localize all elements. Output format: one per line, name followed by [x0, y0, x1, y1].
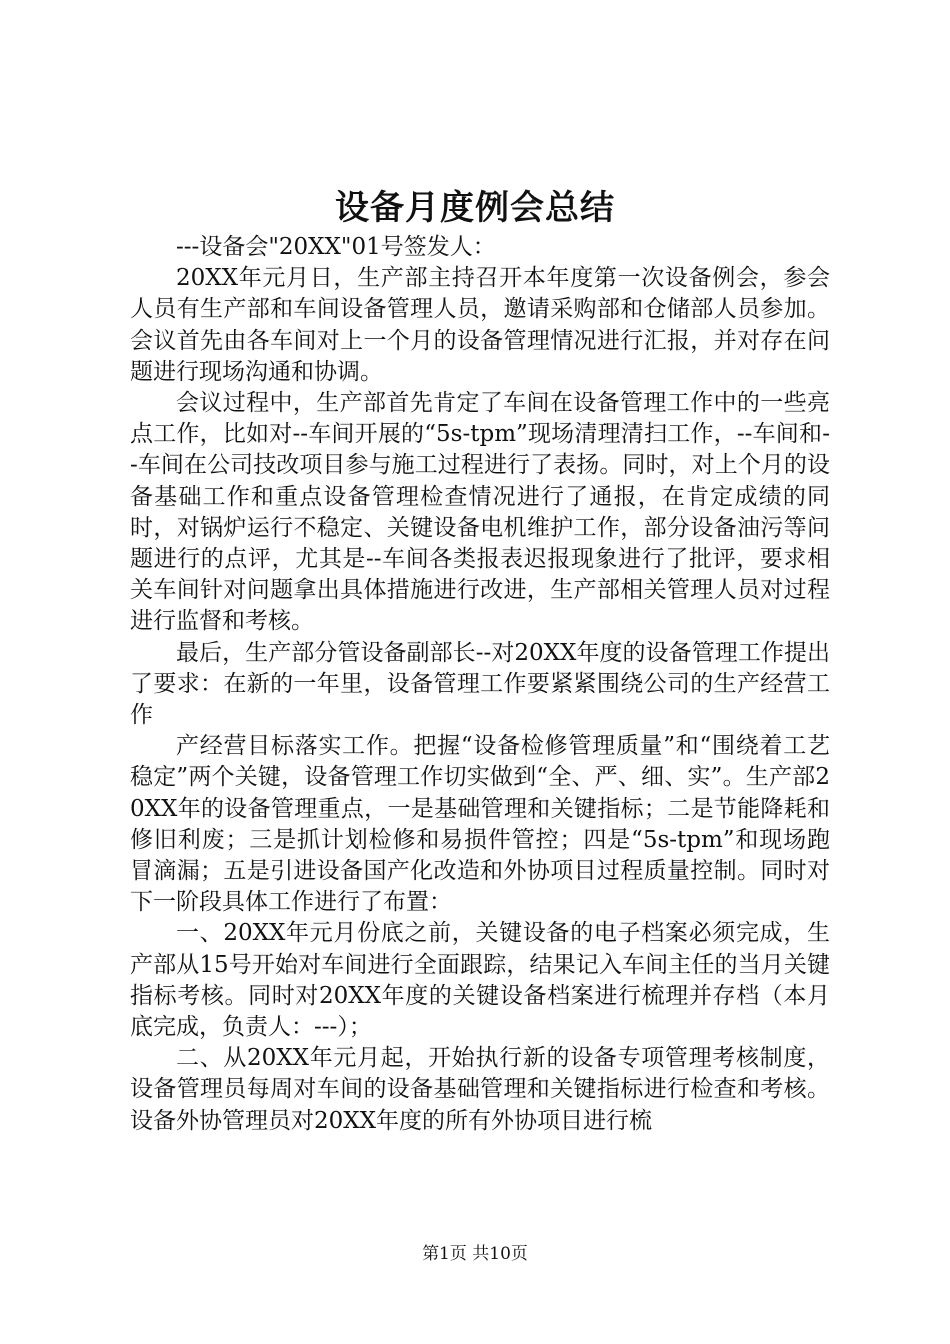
paragraph-requirements: 最后，生产部分管设备副部长--对20XX年度的设备管理工作提出了要求：在新的一年里，设备管理工作要紧紧围绕公司的生产经营工作 — [130, 639, 830, 729]
document-body — [130, 232, 830, 1137]
paragraph-key-points: 产经营目标落实工作。把握“设备检修管理质量”和“围绕着工艺稳定”两个关键，设备管理工作切实做到“全、严、细、实”。生产部20XX年的设备管理重点，一是基础管理和关键指标；二是节能降耗和修旧利废；三是抓计划检修和易损件管控；四是“5s-tpm”和现场跑冒滴漏；五是引进设备国产化改造和外协项目过程质量控制。同时对下一阶段具体工作进行了布置： — [130, 733, 830, 916]
paragraph-item-two: 二、从20XX年元月起，开始执行新的设备专项管理考核制度，设备管理员每周对车间的设备基础管理和关键指标进行检查和考核。设备外协管理员对20XX年度的所有外协项目进行梳 — [130, 1045, 830, 1134]
document-title: 设备月度例会总结 — [335, 188, 615, 228]
paragraph-item-one: 一、20XX年元月份底之前，关键设备的电子档案必须完成，生产部从15号开始对车间进行全面跟踪，结果记入车间主任的当月关键指标考核。同时对20XX年度的关键设备档案进行梳理并存档（本月底完成，负责人：---）； — [130, 920, 830, 1041]
page-footer: 第1页 共10页 — [422, 1244, 528, 1264]
paragraph-meeting-process: 会议过程中，生产部首先肯定了车间在设备管理工作中的一些亮点工作，比如对--车间开展的“5s-tpm”现场清理清扫工作，--车间和--车间在公司技改项目参与施工过程进行了表扬。同时，对上个月的设备基础工作和重点设备管理检查情况进行了通报，在肯定成绩的同时，对锅炉运行不稳定、关键设备电机维护工作，部分设备油污等问题进行的点评，尤其是--车间各类报表迟报现象进行了批评，要求相关车间针对问题拿出具体措施进行改进，生产部相关管理人员对过程进行监督和考核。 — [130, 390, 830, 635]
paragraph-meeting-intro: 20XX年元月日，生产部主持召开本年度第一次设备例会，参会人员有生产部和车间设备管理人员，邀请采购部和仓储部人员参加。会议首先由各车间对上一个月的设备管理情况进行汇报，并对存在问题进行现场沟通和协调。 — [130, 265, 830, 385]
paragraph-issuer: ---设备会"20XX"01号签发人： — [176, 234, 496, 260]
